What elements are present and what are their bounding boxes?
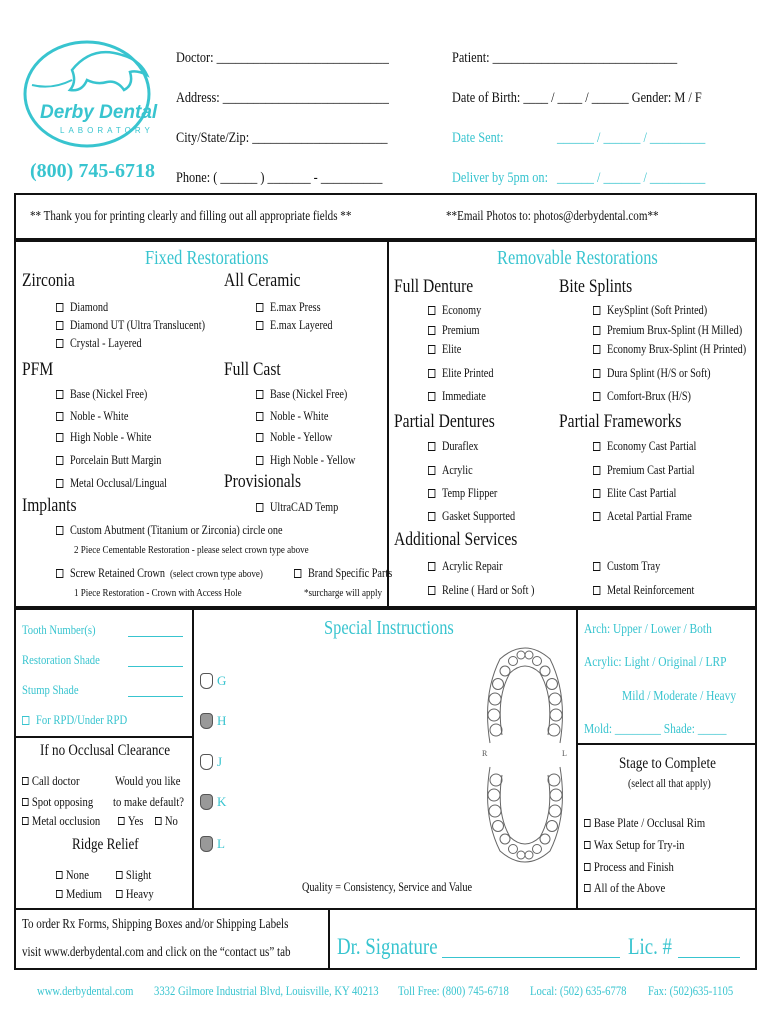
fixed-title: Fixed Restorations [145,247,269,269]
brand-phone: (800) 745-6718 [30,160,155,182]
tooth-numbers-field[interactable] [128,636,183,637]
bite-splints-heading: Bite Splints [559,276,633,297]
pontic-tooth-icon [200,713,213,729]
horse-logo-icon [12,30,162,155]
fullcast-item[interactable]: Noble - Yellow [256,430,332,445]
additional-item[interactable]: Reline ( Hard or Soft ) [428,583,534,598]
tooth-numbers-label: Tooth Number(s) [22,622,96,637]
stump-shade-field[interactable] [128,696,183,697]
doctor-field[interactable]: Doctor: ____________________________ [176,50,389,66]
pontic-k[interactable]: K [200,794,226,810]
implant-abutment[interactable]: Custom Abutment (Titanium or Zirconia) circle one [56,523,282,538]
surcharge-note: *surcharge will apply [304,587,382,599]
bite-splint-item[interactable]: Premium Brux-Splint (H Milled) [593,323,742,338]
call-doctor-option[interactable]: Call doctor [22,773,80,789]
logo [12,30,162,155]
thanks-note: ** Thank you for printing clearly and filling out all appropriate fields ** [30,208,352,223]
brand-parts[interactable]: Brand Specific Parts [294,566,392,581]
stage-divider [576,743,757,745]
pfm-item[interactable]: Porcelain Butt Margin [56,453,161,468]
partial-framework-item[interactable]: Premium Cast Partial [593,463,695,478]
implant-screw-note: (select crown type above) [169,567,263,580]
footer-local: Local: (502) 635-6778 [530,983,627,998]
rpd-checkbox[interactable]: For RPD/Under RPD [22,712,127,728]
city-field[interactable]: City/State/Zip: ______________________ [176,130,388,146]
full-denture-item[interactable]: Elite [428,342,461,357]
ceramic-item[interactable]: E.max Layered [256,318,333,333]
pfm-item[interactable]: Base (Nickel Free) [56,387,147,402]
pontic-tooth-icon [200,794,213,810]
partial-denture-item[interactable]: Temp Flipper [428,486,497,501]
date-sent-field[interactable]: ______ / ______ / _________ [557,130,706,146]
full-denture-item[interactable]: Premium [428,323,480,338]
stage-item[interactable]: Wax Setup for Try-in [584,837,684,853]
pontic-g[interactable]: G [200,673,226,689]
partial-denture-item[interactable]: Acrylic [428,463,473,478]
implant-note-2: 1 Piece Restoration - Crown with Access Hole [74,587,242,599]
dob-field[interactable]: Date of Birth: ____ / ____ / ______ Gender: M / F [452,90,702,106]
implant-screw[interactable]: Screw Retained Crown (select crown type above) [56,566,263,581]
provisionals-item[interactable]: UltraCAD Temp [256,500,338,515]
partial-framework-item[interactable]: Elite Cast Partial [593,486,676,501]
lower-divider-right [576,608,578,910]
acrylic-options[interactable]: Acrylic: Light / Original / LRP [584,655,727,670]
lower-divider-left [192,608,194,910]
ceramic-heading: All Ceramic [224,270,301,291]
patient-field[interactable]: Patient: ______________________________ [452,50,678,66]
mold-shade-field[interactable]: Mold: ________ Shade: _____ [584,722,727,737]
order-line-2[interactable]: visit www.derbydental.com and click on the “contact us” tab [22,944,291,959]
ridge-heavy[interactable]: Heavy [116,886,154,902]
tooth-chart-icon [478,635,572,875]
pontic-tooth-icon [200,673,213,689]
brand-sub: LABORATORY [60,126,154,135]
chart-right-label: R [482,749,488,758]
metal-occlusion-option[interactable]: Metal occlusion [22,813,100,829]
stage-subtitle: (select all that apply) [628,776,711,790]
footer-tollfree: Toll Free: (800) 745-6718 [398,983,509,998]
quality-text: Quality = Consistency, Service and Value [302,880,473,894]
full-denture-heading: Full Denture [394,276,474,297]
default-question-1: Would you like [115,773,181,788]
restorations-divider [387,240,389,608]
pontic-h[interactable]: H [200,713,226,729]
tooth-chart[interactable] [478,635,572,875]
deliver-field[interactable]: ______ / ______ / _________ [557,170,706,186]
fullcast-item[interactable]: High Noble - Yellow [256,453,355,468]
license-label: Lic. # [628,934,672,959]
implant-note-1: 2 Piece Cementable Restoration - please select crown type above [74,544,309,556]
arch-options[interactable]: Arch: Upper / Lower / Both [584,622,712,637]
bite-splint-item[interactable]: KeySplint (Soft Printed) [593,303,707,318]
signature-label: Dr. Signature [337,934,438,959]
additional-item[interactable]: Acrylic Repair [428,559,503,574]
full-denture-item[interactable]: Immediate [428,389,486,404]
stage-item[interactable]: All of the Above [584,880,665,896]
order-divider [328,908,330,970]
full-denture-item[interactable]: Elite Printed [428,366,493,381]
date-sent-label: Date Sent: [452,130,504,146]
additional-item[interactable]: Custom Tray [593,559,660,574]
partial-frameworks-heading: Partial Frameworks [559,411,682,432]
email-note: **Email Photos to: photos@derbydental.com** [446,208,659,223]
pfm-item[interactable]: High Noble - White [56,430,151,445]
restoration-shade-field[interactable] [128,666,183,667]
fullcast-item[interactable]: Base (Nickel Free) [256,387,347,402]
restoration-shade-label: Restoration Shade [22,652,100,667]
fullcast-item[interactable]: Noble - White [256,409,328,424]
stage-item[interactable]: Process and Finish [584,859,674,875]
ridge-slight[interactable]: Slight [116,867,151,883]
footer-fax: Fax: (502)635-1105 [648,983,734,998]
pfm-item[interactable]: Metal Occlusal/Lingual [56,476,167,491]
pfm-heading: PFM [22,359,54,380]
deliver-label: Deliver by 5pm on: [452,170,549,186]
zirconia-item[interactable]: Diamond [56,300,108,315]
stage-title: Stage to Complete [619,755,716,772]
pontic-j[interactable]: J [200,754,222,770]
spot-opposing-option[interactable]: Spot opposing [22,794,93,810]
acrylic-options-2[interactable]: Mild / Moderate / Heavy [622,689,737,704]
license-field[interactable] [678,957,740,958]
occlusal-divider [14,736,194,738]
default-no[interactable]: No [155,813,178,829]
pontic-tooth-icon [200,754,213,770]
partial-framework-item[interactable]: Economy Cast Partial [593,439,696,454]
pfm-item[interactable]: Noble - White [56,409,128,424]
bite-splint-item[interactable]: Comfort-Brux (H/S) [593,389,691,404]
footer-website[interactable]: www.derbydental.com [37,983,134,998]
occlusal-title: If no Occlusal Clearance [40,742,171,759]
implants-heading: Implants [22,495,77,516]
default-yes[interactable]: Yes [118,813,143,829]
partial-denture-item[interactable]: Gasket Supported [428,509,515,524]
stump-shade-label: Stump Shade [22,682,79,697]
stage-item[interactable]: Base Plate / Occlusal Rim [584,815,705,831]
removable-title: Removable Restorations [497,247,658,269]
zirconia-item[interactable]: Diamond UT (Ultra Translucent) [56,318,205,333]
brand-name: Derby Dental [40,102,158,123]
ridge-medium[interactable]: Medium [56,886,102,902]
default-question-2: to make default? [113,794,185,809]
full-denture-item[interactable]: Economy [428,303,481,318]
footer-address: 3332 Gilmore Industrial Blvd, Louisville, KY 40213 [154,983,379,998]
address-field[interactable]: Address: ___________________________ [176,90,389,106]
additional-item[interactable]: Metal Reinforcement [593,583,694,598]
pontic-l[interactable]: L [200,836,225,852]
partial-denture-item[interactable]: Duraflex [428,439,478,454]
fullcast-heading: Full Cast [224,359,281,380]
signature-field[interactable] [442,957,620,958]
zirconia-item[interactable]: Crystal - Layered [56,336,142,351]
provisionals-heading: Provisionals [224,471,302,492]
additional-heading: Additional Services [394,529,518,550]
phone-field[interactable]: Phone: ( ______ ) _______ - __________ [176,170,383,186]
ridge-none[interactable]: None [56,867,89,883]
zirconia-heading: Zirconia [22,270,75,291]
partial-framework-item[interactable]: Acetal Partial Frame [593,509,692,524]
special-title: Special Instructions [324,617,454,639]
partial-dentures-heading: Partial Dentures [394,411,495,432]
pontic-tooth-icon [200,836,213,852]
ridge-title: Ridge Relief [72,836,139,853]
chart-left-label: L [562,749,567,758]
order-line-1: To order Rx Forms, Shipping Boxes and/or Shipping Labels [22,916,289,931]
bite-splint-item[interactable]: Dura Splint (H/S or Soft) [593,366,711,381]
ceramic-item[interactable]: E.max Press [256,300,321,315]
bite-splint-item[interactable]: Economy Brux-Splint (H Printed) [593,342,746,357]
